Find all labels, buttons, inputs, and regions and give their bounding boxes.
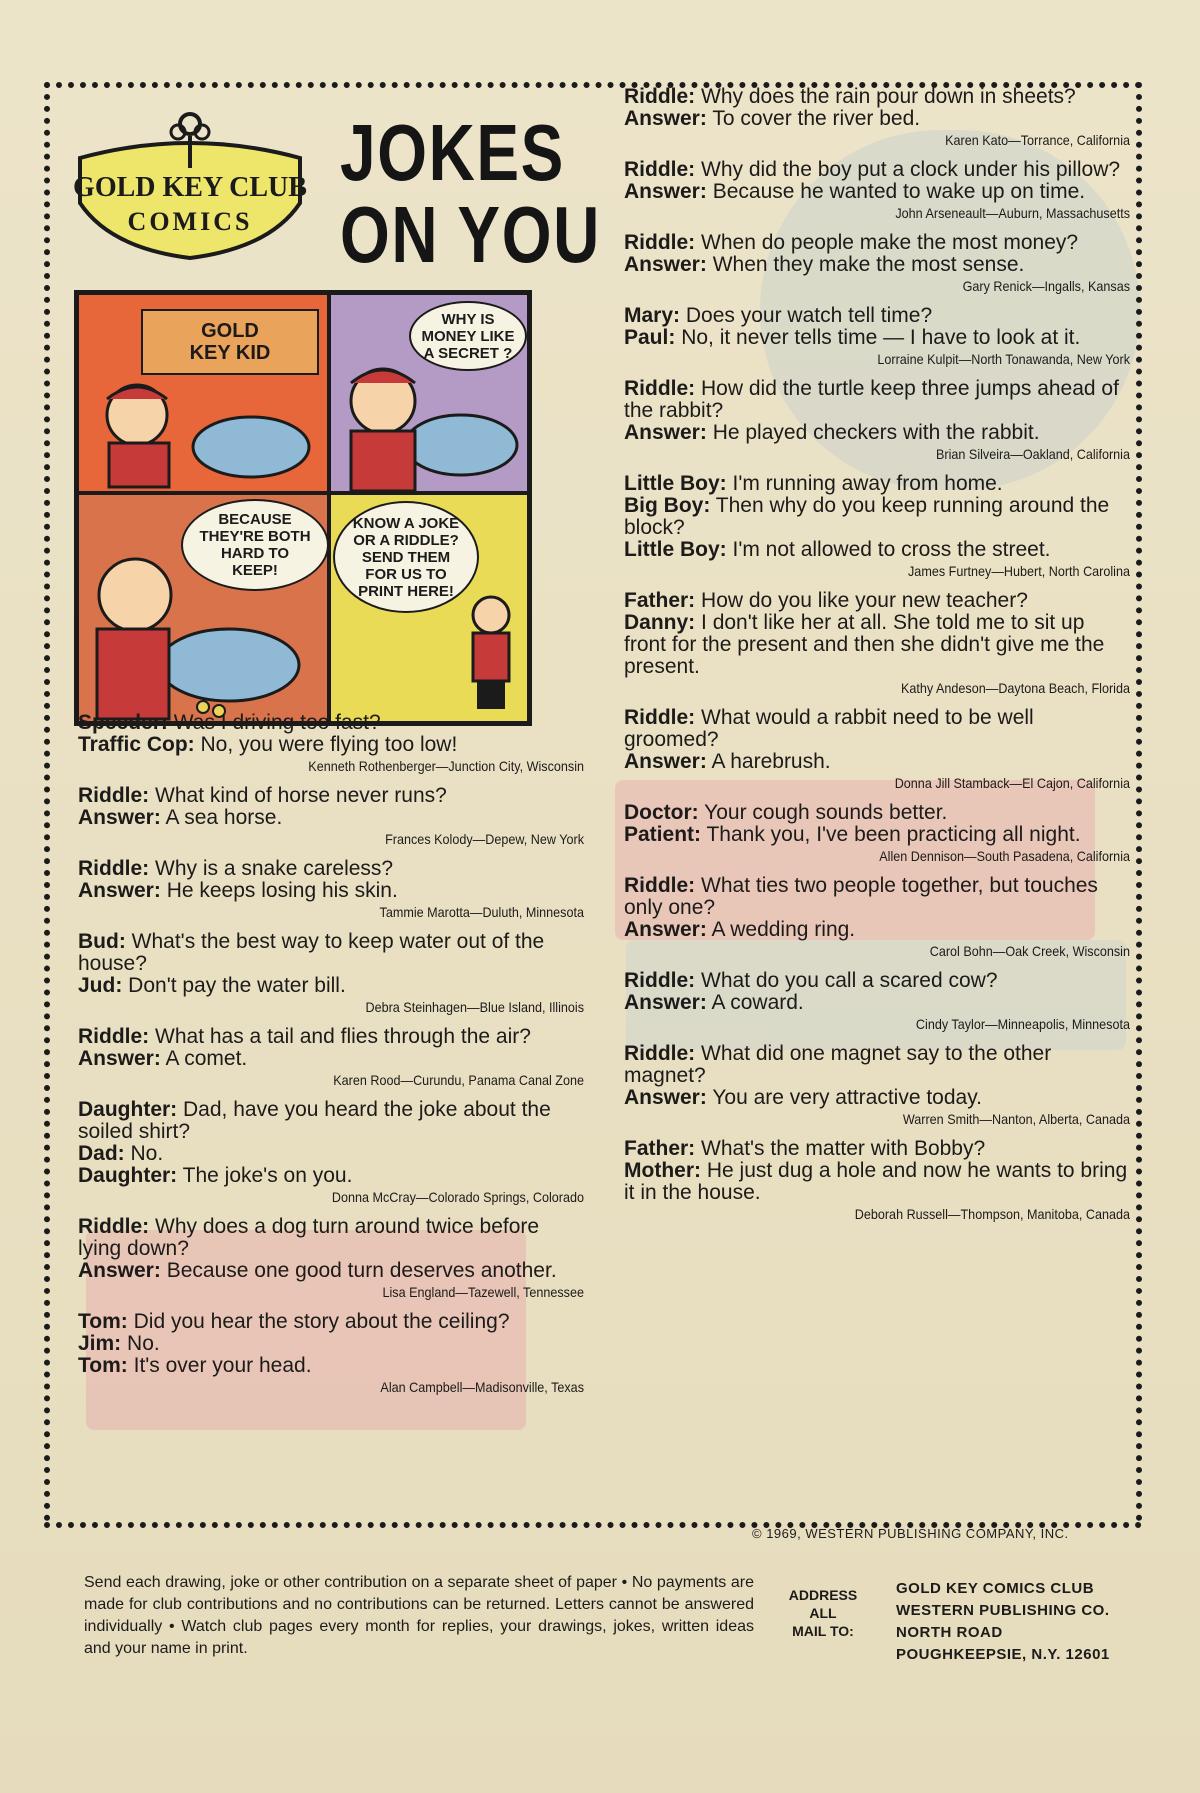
- joke-text: When do people make the most money?: [701, 231, 1079, 254]
- gold-key-club-logo: [70, 108, 310, 268]
- joke-credit: Lorraine Kulpit—North Tonawanda, New York: [877, 351, 1130, 367]
- right-jokes-column: [624, 86, 1130, 1233]
- address-line: POUGHKEEPSIE, N.Y. 12601: [896, 1646, 1110, 1663]
- title-line2: ON YOU: [340, 190, 601, 279]
- joke-credit: John Arseneault—Auburn, Massachusetts: [895, 205, 1130, 221]
- speech-bubble: KNOW A JOKE OR A RIDDLE? SEND THEM FOR US TO PRINT HERE!: [333, 501, 479, 613]
- joke-credit: James Furtney—Hubert, North Carolina: [908, 563, 1130, 579]
- joke-text: Dad, have you heard the joke about the soiled shirt?: [78, 1098, 551, 1143]
- speaker: Little Boy:: [624, 538, 727, 561]
- joke-text: How did the turtle keep three jumps ahead of the rabbit?: [624, 377, 1119, 422]
- joke-text: What kind of horse never runs?: [155, 784, 447, 807]
- joke-text: How do you like your new teacher?: [701, 589, 1028, 612]
- speaker: Riddle:: [624, 85, 696, 108]
- speaker: Traffic Cop:: [78, 733, 195, 756]
- joke-credit: Donna Jill Stamback—El Cajon, California: [894, 775, 1130, 791]
- joke-text: No, it never tells time — I have to look at it.: [681, 326, 1081, 349]
- joke-credit: Debra Steinhagen—Blue Island, Illinois: [365, 999, 584, 1015]
- joke-item: [78, 1311, 584, 1397]
- address-line: GOLD KEY COMICS CLUB: [896, 1580, 1095, 1597]
- comic-panel-2: [329, 293, 529, 493]
- speaker: Answer:: [624, 253, 707, 276]
- joke-text: I'm running away from home.: [732, 472, 1003, 495]
- joke-item: [78, 712, 584, 776]
- speaker: Jim:: [78, 1332, 122, 1355]
- joke-text: Thank you, I've been practicing all night.: [706, 823, 1081, 846]
- speaker: Father:: [624, 1137, 696, 1160]
- joke-text: No.: [130, 1142, 164, 1165]
- joke-credit: Kathy Andeson—Daytona Beach, Florida: [900, 680, 1130, 696]
- speech-bubble: WHY IS MONEY LIKE A SECRET ?: [409, 301, 527, 371]
- joke-text: When they make the most sense.: [712, 253, 1025, 276]
- joke-text: Then why do you keep running around the block?: [624, 494, 1110, 539]
- joke-text: He keeps losing his skin.: [166, 879, 398, 902]
- joke-item: [624, 473, 1130, 581]
- speaker: Riddle:: [624, 158, 696, 181]
- joke-item: [78, 1099, 584, 1207]
- speaker: Big Boy:: [624, 494, 711, 517]
- speaker: Danny:: [624, 611, 696, 634]
- page-title: [340, 108, 601, 279]
- address-label-line: ALL: [809, 1605, 837, 1621]
- joke-text: What did one magnet say to the other magnet?: [624, 1042, 1052, 1087]
- speaker: Mary:: [624, 304, 681, 327]
- speaker: Daughter:: [78, 1098, 178, 1121]
- joke-credit: Carol Bohn—Oak Creek, Wisconsin: [929, 943, 1130, 959]
- joke-credit: Alan Campbell—Madisonville, Texas: [380, 1379, 584, 1395]
- speaker: Paul:: [624, 326, 676, 349]
- joke-credit: Allen Dennison—South Pasadena, California: [879, 848, 1130, 864]
- speaker: Riddle:: [624, 969, 696, 992]
- joke-text: To cover the river bed.: [712, 107, 921, 130]
- joke-text: A comet.: [165, 1047, 248, 1070]
- speaker: Answer:: [624, 421, 707, 444]
- speaker: Riddle:: [624, 706, 696, 729]
- joke-credit: Kenneth Rothenberger—Junction City, Wisconsin: [308, 758, 584, 774]
- address-label: [786, 1586, 860, 1640]
- logo-line2: COMICS: [127, 207, 253, 236]
- joke-item: [624, 305, 1130, 369]
- speaker: Riddle:: [624, 377, 696, 400]
- speaker: Riddle:: [78, 1215, 150, 1238]
- joke-text: It's over your head.: [133, 1354, 312, 1377]
- joke-item: [624, 707, 1130, 793]
- speaker: Answer:: [78, 1047, 161, 1070]
- title-line1: JOKES: [340, 108, 565, 197]
- joke-item: [624, 970, 1130, 1034]
- joke-text: Your cough sounds better.: [704, 801, 948, 824]
- speaker: Riddle:: [78, 784, 150, 807]
- comic-panel-4: [329, 493, 529, 723]
- joke-text: What's the matter with Bobby?: [701, 1137, 986, 1160]
- speaker: Answer:: [78, 1259, 161, 1282]
- joke-text: A harebrush.: [711, 750, 831, 773]
- joke-item: [78, 785, 584, 849]
- speaker: Riddle:: [78, 1025, 150, 1048]
- speaker: Answer:: [624, 750, 707, 773]
- speaker: Patient:: [624, 823, 702, 846]
- joke-text: You are very attractive today.: [712, 1086, 982, 1109]
- joke-text: He played checkers with the rabbit.: [712, 421, 1040, 444]
- speaker: Answer:: [624, 918, 707, 941]
- joke-text: Why does a dog turn around twice before lying down?: [78, 1215, 540, 1260]
- speaker: Riddle:: [624, 231, 696, 254]
- joke-item: [78, 931, 584, 1017]
- address-line: WESTERN PUBLISHING CO.: [896, 1602, 1110, 1619]
- submission-instructions: Send each drawing, joke or other contribution on a separate sheet of paper • No payments are made for club contributions and no contributions can be returned. Letters cannot be answered individually • Watch club pages every month for replies, your drawings, jokes, written ideas and your name in print.: [84, 1574, 754, 1657]
- comic-strip: [74, 290, 532, 726]
- joke-text: Was I driving too fast?: [173, 711, 381, 734]
- speaker: Riddle:: [624, 1042, 696, 1065]
- speaker: Answer:: [78, 806, 161, 829]
- joke-item: [624, 802, 1130, 866]
- joke-credit: Gary Renick—Ingalls, Kansas: [962, 278, 1130, 294]
- gold-key-kid-caption: GOLD KEY KID: [141, 309, 319, 375]
- joke-item: [624, 1138, 1130, 1224]
- joke-item: [624, 1043, 1130, 1129]
- speaker: Father:: [624, 589, 696, 612]
- speaker: Dad:: [78, 1142, 125, 1165]
- speaker: Daughter:: [78, 1164, 178, 1187]
- joke-item: [78, 858, 584, 922]
- comic-panel-1: [77, 293, 329, 493]
- mailing-address: [896, 1578, 1156, 1666]
- joke-item: [624, 875, 1130, 961]
- joke-text: Because he wanted to wake up on time.: [712, 180, 1086, 203]
- joke-credit: Brian Silveira—Oakland, California: [936, 446, 1130, 462]
- joke-text: Because one good turn deserves another.: [166, 1259, 557, 1282]
- speaker: Riddle:: [624, 874, 696, 897]
- joke-text: What ties two people together, but touches only one?: [624, 874, 1098, 919]
- joke-text: Did you hear the story about the ceiling?: [133, 1310, 510, 1333]
- joke-item: [624, 159, 1130, 223]
- speaker: Doctor:: [624, 801, 699, 824]
- speaker: Answer:: [624, 1086, 707, 1109]
- joke-credit: Karen Rood—Curundu, Panama Canal Zone: [333, 1072, 584, 1088]
- joke-item: [78, 1216, 584, 1302]
- address-label-line: MAIL TO:: [792, 1623, 854, 1639]
- joke-credit: Karen Kato—Torrance, California: [945, 132, 1130, 148]
- joke-text: What do you call a scared cow?: [701, 969, 998, 992]
- joke-text: No, you were flying too low!: [200, 733, 458, 756]
- joke-text: Why does the rain pour down in sheets?: [701, 85, 1076, 108]
- joke-text: Why did the boy put a clock under his pillow?: [701, 158, 1121, 181]
- joke-text: Don't pay the water bill.: [128, 974, 346, 997]
- speaker: Tom:: [78, 1310, 128, 1333]
- joke-credit: Cindy Taylor—Minneapolis, Minnesota: [915, 1016, 1130, 1032]
- speaker: Bud:: [78, 930, 126, 953]
- address-line: NORTH ROAD: [896, 1624, 1003, 1641]
- joke-item: [624, 378, 1130, 464]
- speaker: Answer:: [624, 991, 707, 1014]
- joke-item: [624, 590, 1130, 698]
- joke-text: No.: [127, 1332, 160, 1355]
- joke-text: What has a tail and flies through the air?: [155, 1025, 531, 1048]
- joke-credit: Tammie Marotta—Duluth, Minnesota: [379, 904, 584, 920]
- joke-item: [78, 1026, 584, 1090]
- joke-text: I don't like her at all. She told me to sit up front for the present and then she didn't give me the present.: [624, 611, 1105, 678]
- joke-text: A wedding ring.: [711, 918, 856, 941]
- joke-text: What would a rabbit need to be well groomed?: [624, 706, 1034, 751]
- speaker: Answer:: [624, 107, 707, 130]
- speaker: Jud:: [78, 974, 123, 997]
- joke-text: What's the best way to keep water out of the house?: [78, 930, 545, 975]
- speaker: Answer:: [624, 180, 707, 203]
- joke-credit: Frances Kolody—Depew, New York: [385, 831, 584, 847]
- joke-text: Why is a snake careless?: [155, 857, 394, 880]
- joke-item: [624, 86, 1130, 150]
- joke-text: He just dug a hole and now he wants to bring it in the house.: [624, 1159, 1128, 1204]
- speaker: Tom:: [78, 1354, 128, 1377]
- joke-text: A sea horse.: [165, 806, 283, 829]
- joke-text: The joke's on you.: [182, 1164, 353, 1187]
- copyright-notice: © 1969, WESTERN PUBLISHING COMPANY, INC.: [752, 1526, 1069, 1541]
- joke-credit: Donna McCray—Colorado Springs, Colorado: [331, 1189, 584, 1205]
- speaker: Riddle:: [78, 857, 150, 880]
- speaker: Little Boy:: [624, 472, 727, 495]
- speech-bubble: BECAUSE THEY'RE BOTH HARD TO KEEP!: [181, 499, 329, 591]
- address-label-line: ADDRESS: [788, 1587, 858, 1603]
- kid-with-piggy-bank-illustration: [79, 295, 329, 493]
- joke-item: [624, 232, 1130, 296]
- joke-credit: Deborah Russell—Thompson, Manitoba, Canada: [854, 1206, 1130, 1222]
- comic-panel-3: [77, 493, 329, 723]
- joke-text: I'm not allowed to cross the street.: [732, 538, 1051, 561]
- logo-line1: GOLD KEY CLUB: [73, 172, 307, 203]
- joke-credit: Warren Smith—Nanton, Alberta, Canada: [902, 1111, 1130, 1127]
- joke-credit: Lisa England—Tazewell, Tennessee: [382, 1284, 584, 1300]
- joke-text: A coward.: [711, 991, 804, 1014]
- speaker: Speeder:: [78, 711, 168, 734]
- speaker: Answer:: [78, 879, 161, 902]
- left-jokes-column: [78, 712, 584, 1406]
- speaker: Mother:: [624, 1159, 701, 1182]
- joke-text: Does your watch tell time?: [685, 304, 933, 327]
